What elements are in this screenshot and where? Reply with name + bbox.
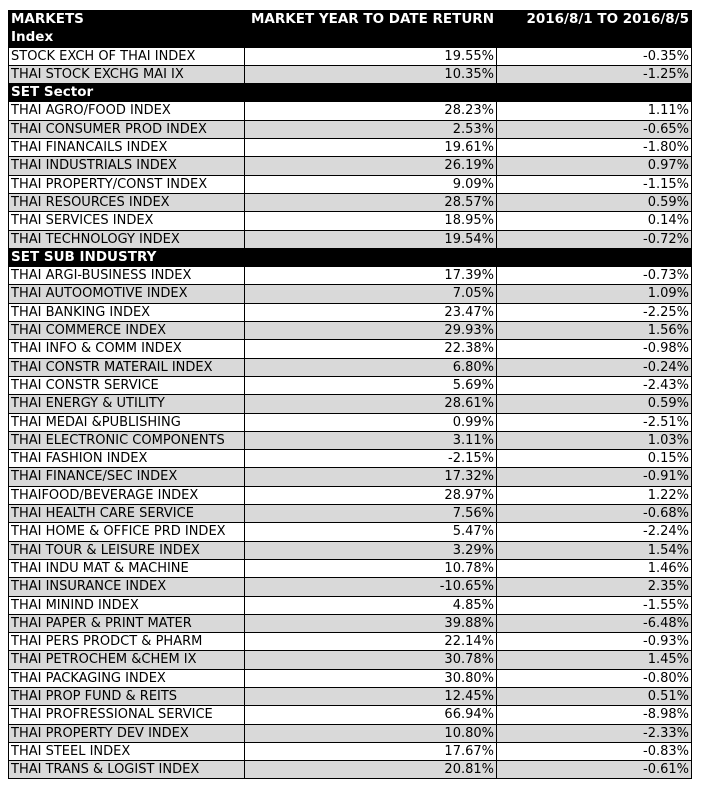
table-row [9, 395, 692, 413]
table-row [9, 175, 692, 193]
table-row [9, 340, 692, 358]
market-name-cell: THAI PERS PRODCT & PHARM [9, 633, 245, 651]
market-name-cell: THAI FASHION INDEX [9, 450, 245, 468]
market-name-cell: THAI STEEL INDEX [9, 742, 245, 760]
market-name-cell: THAI MEDAI &PUBLISHING [9, 413, 245, 431]
table-row [9, 742, 692, 760]
period-return-cell: -1.15% [497, 175, 692, 193]
market-name-cell: THAI PAPER & PRINT MATER [9, 614, 245, 632]
period-return-cell: -2.51% [497, 413, 692, 431]
market-name-cell: THAI STOCK EXCHG MAI IX [9, 65, 245, 83]
table-row [9, 157, 692, 175]
market-name-cell: THAI AGRO/FOOD INDEX [9, 102, 245, 120]
market-name-cell: THAI SERVICES INDEX [9, 212, 245, 230]
table-row [9, 193, 692, 211]
market-name-cell: THAI PACKAGING INDEX [9, 669, 245, 687]
table-row [9, 614, 692, 632]
period-return-cell: -1.80% [497, 139, 692, 157]
ytd-return-cell: 19.54% [245, 230, 497, 248]
table-row [9, 47, 692, 65]
period-return-cell: -1.55% [497, 596, 692, 614]
section-header-row [9, 248, 692, 266]
period-return-cell: 0.51% [497, 687, 692, 705]
ytd-return-cell: 22.14% [245, 633, 497, 651]
table-row [9, 651, 692, 669]
ytd-return-cell: -2.15% [245, 450, 497, 468]
market-name-cell: STOCK EXCH OF THAI INDEX [9, 47, 245, 65]
ytd-return-cell: 5.47% [245, 523, 497, 541]
period-return-cell: -0.68% [497, 505, 692, 523]
market-name-cell: THAI RESOURCES INDEX [9, 193, 245, 211]
period-return-cell: 0.14% [497, 212, 692, 230]
table-row [9, 559, 692, 577]
ytd-return-cell: 17.32% [245, 468, 497, 486]
table-row [9, 65, 692, 83]
period-return-header: 2016/8/1 TO 2016/8/5 [497, 11, 692, 29]
market-name-cell: THAI HEALTH CARE SERVICE [9, 505, 245, 523]
table-row [9, 431, 692, 449]
table-row [9, 139, 692, 157]
market-name-cell: THAI ARGI-BUSINESS INDEX [9, 267, 245, 285]
period-return-cell: -0.91% [497, 468, 692, 486]
section-header-row [9, 84, 692, 102]
section-title: Index [9, 29, 692, 47]
period-return-cell: -2.33% [497, 724, 692, 742]
ytd-return-cell: 10.35% [245, 65, 497, 83]
ytd-return-cell: 10.80% [245, 724, 497, 742]
period-return-cell: 1.45% [497, 651, 692, 669]
table-row [9, 358, 692, 376]
ytd-return-cell: 22.38% [245, 340, 497, 358]
table-row [9, 468, 692, 486]
period-return-cell: -8.98% [497, 706, 692, 724]
ytd-return-cell: 30.80% [245, 669, 497, 687]
ytd-return-cell: 17.67% [245, 742, 497, 760]
table-row [9, 633, 692, 651]
market-name-cell: THAI FINANCE/SEC INDEX [9, 468, 245, 486]
market-name-cell: THAI BANKING INDEX [9, 303, 245, 321]
table-row [9, 285, 692, 303]
ytd-return-cell: 28.61% [245, 395, 497, 413]
ytd-return-cell: 17.39% [245, 267, 497, 285]
table-row [9, 413, 692, 431]
table-row [9, 450, 692, 468]
market-name-cell: THAI FINANCAILS INDEX [9, 139, 245, 157]
table-row [9, 724, 692, 742]
period-return-cell: -2.25% [497, 303, 692, 321]
table-row [9, 523, 692, 541]
period-return-cell: -2.24% [497, 523, 692, 541]
period-return-cell: -0.73% [497, 267, 692, 285]
ytd-return-cell: 66.94% [245, 706, 497, 724]
table-row [9, 505, 692, 523]
market-name-cell: THAI TRANS & LOGIST INDEX [9, 761, 245, 779]
market-name-cell: THAI AUTOOMOTIVE INDEX [9, 285, 245, 303]
period-return-cell: -0.61% [497, 761, 692, 779]
ytd-return-cell: 7.05% [245, 285, 497, 303]
market-name-cell: THAI PROPERTY DEV INDEX [9, 724, 245, 742]
period-return-cell: -0.72% [497, 230, 692, 248]
ytd-return-cell: 28.97% [245, 486, 497, 504]
table-row [9, 541, 692, 559]
table-row [9, 596, 692, 614]
market-returns-table [8, 10, 692, 779]
period-return-cell: -0.24% [497, 358, 692, 376]
period-return-cell: 1.11% [497, 102, 692, 120]
market-name-cell: THAIFOOD/BEVERAGE INDEX [9, 486, 245, 504]
ytd-return-cell: 29.93% [245, 322, 497, 340]
table-row [9, 706, 692, 724]
table-row [9, 687, 692, 705]
ytd-return-cell: 12.45% [245, 687, 497, 705]
ytd-return-cell: 4.85% [245, 596, 497, 614]
market-name-cell: THAI TOUR & LEISURE INDEX [9, 541, 245, 559]
ytd-return-cell: 39.88% [245, 614, 497, 632]
market-name-cell: THAI PROFRESSIONAL SERVICE [9, 706, 245, 724]
table-row [9, 376, 692, 394]
market-name-cell: THAI INSURANCE INDEX [9, 578, 245, 596]
period-return-cell: -0.80% [497, 669, 692, 687]
market-name-cell: THAI CONSTR SERVICE [9, 376, 245, 394]
market-name-cell: THAI TECHNOLOGY INDEX [9, 230, 245, 248]
ytd-return-cell: 26.19% [245, 157, 497, 175]
ytd-return-cell: 30.78% [245, 651, 497, 669]
ytd-return-cell: -10.65% [245, 578, 497, 596]
period-return-cell: -0.93% [497, 633, 692, 651]
period-return-cell: 0.59% [497, 193, 692, 211]
period-return-cell: 1.46% [497, 559, 692, 577]
period-return-cell: 1.22% [497, 486, 692, 504]
market-name-cell: THAI MININD INDEX [9, 596, 245, 614]
period-return-cell: -1.25% [497, 65, 692, 83]
period-return-cell: 0.59% [497, 395, 692, 413]
market-name-cell: THAI PETROCHEM &CHEM IX [9, 651, 245, 669]
period-return-cell: -0.35% [497, 47, 692, 65]
ytd-return-cell: 9.09% [245, 175, 497, 193]
period-return-cell: -6.48% [497, 614, 692, 632]
table-row [9, 486, 692, 504]
market-name-cell: THAI ELECTRONIC COMPONENTS [9, 431, 245, 449]
ytd-return-cell: 23.47% [245, 303, 497, 321]
market-name-cell: THAI INDUSTRIALS INDEX [9, 157, 245, 175]
table-row [9, 212, 692, 230]
ytd-return-header: MARKET YEAR TO DATE RETURN [245, 11, 497, 29]
period-return-cell: 0.15% [497, 450, 692, 468]
period-return-cell: -2.43% [497, 376, 692, 394]
period-return-cell: 1.56% [497, 322, 692, 340]
market-returns-sheet [8, 10, 691, 779]
market-name-cell: THAI PROP FUND & REITS [9, 687, 245, 705]
market-name-cell: THAI COMMERCE INDEX [9, 322, 245, 340]
period-return-cell: -0.83% [497, 742, 692, 760]
table-row [9, 761, 692, 779]
ytd-return-cell: 10.78% [245, 559, 497, 577]
period-return-cell: 2.35% [497, 578, 692, 596]
period-return-cell: 1.09% [497, 285, 692, 303]
market-name-cell: THAI HOME & OFFICE PRD INDEX [9, 523, 245, 541]
table-row [9, 578, 692, 596]
section-title: SET SUB INDUSTRY [9, 248, 692, 266]
table-row [9, 267, 692, 285]
market-name-cell: THAI INDU MAT & MACHINE [9, 559, 245, 577]
ytd-return-cell: 3.11% [245, 431, 497, 449]
market-name-cell: THAI INFO & COMM INDEX [9, 340, 245, 358]
ytd-return-cell: 19.55% [245, 47, 497, 65]
markets-header: MARKETS [9, 11, 245, 29]
table-row [9, 230, 692, 248]
table-row [9, 120, 692, 138]
market-name-cell: THAI CONSUMER PROD INDEX [9, 120, 245, 138]
period-return-cell: 0.97% [497, 157, 692, 175]
ytd-return-cell: 28.23% [245, 102, 497, 120]
ytd-return-cell: 28.57% [245, 193, 497, 211]
ytd-return-cell: 5.69% [245, 376, 497, 394]
ytd-return-cell: 6.80% [245, 358, 497, 376]
market-name-cell: THAI PROPERTY/CONST INDEX [9, 175, 245, 193]
table-row [9, 303, 692, 321]
period-return-cell: -0.98% [497, 340, 692, 358]
period-return-cell: 1.54% [497, 541, 692, 559]
ytd-return-cell: 2.53% [245, 120, 497, 138]
header-row [9, 11, 692, 29]
section-title: SET Sector [9, 84, 692, 102]
ytd-return-cell: 18.95% [245, 212, 497, 230]
market-name-cell: THAI CONSTR MATERAIL INDEX [9, 358, 245, 376]
period-return-cell: 1.03% [497, 431, 692, 449]
section-header-row [9, 29, 692, 47]
ytd-return-cell: 7.56% [245, 505, 497, 523]
ytd-return-cell: 19.61% [245, 139, 497, 157]
period-return-cell: -0.65% [497, 120, 692, 138]
ytd-return-cell: 0.99% [245, 413, 497, 431]
market-name-cell: THAI ENERGY & UTILITY [9, 395, 245, 413]
table-row [9, 322, 692, 340]
table-body [9, 11, 692, 779]
ytd-return-cell: 20.81% [245, 761, 497, 779]
table-row [9, 669, 692, 687]
ytd-return-cell: 3.29% [245, 541, 497, 559]
table-row [9, 102, 692, 120]
